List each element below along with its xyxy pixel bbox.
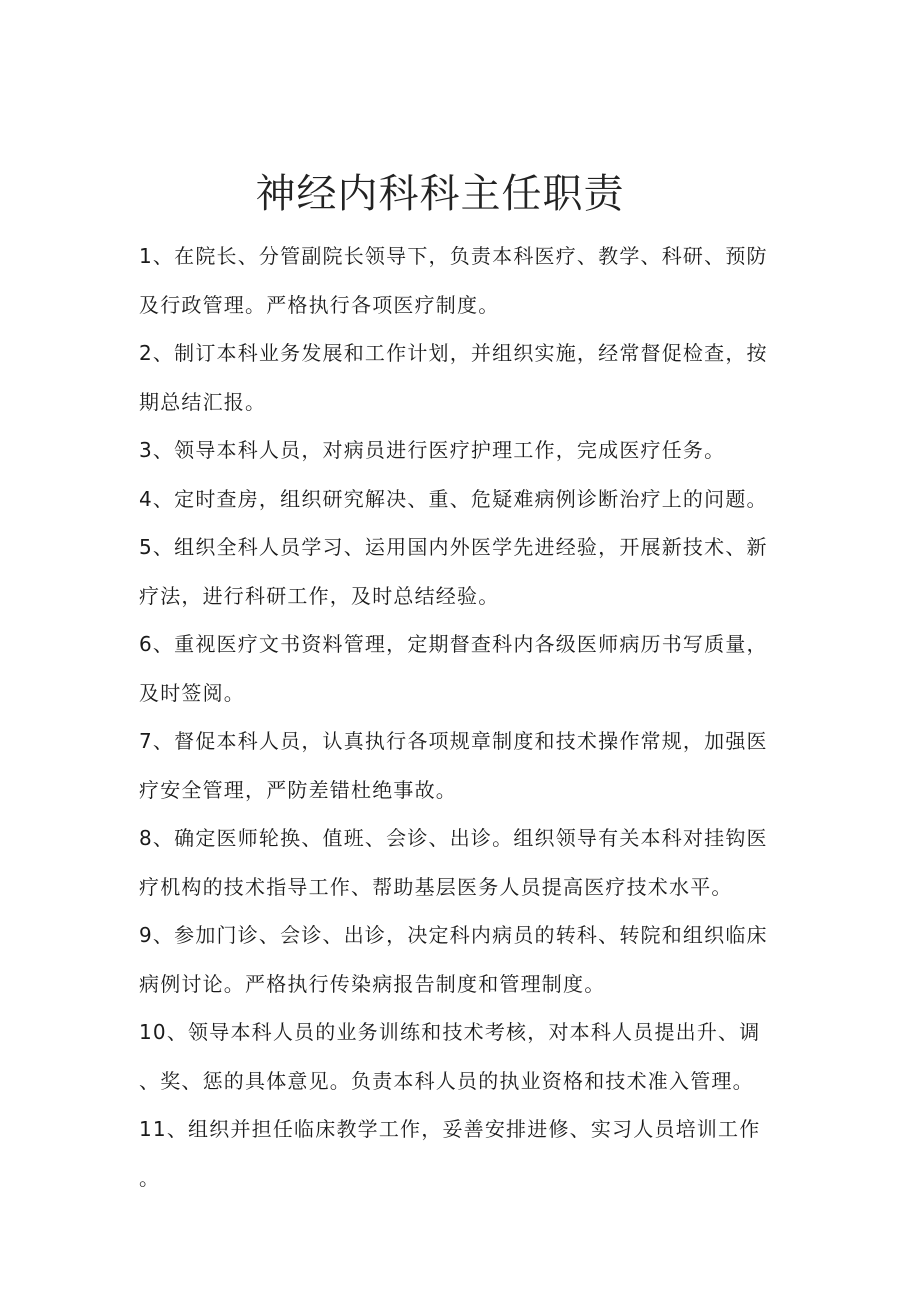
duty-item-10: 10、领导本科人员的业务训练和技术考核，对本科人员提出升、调 、奖、惩的具体意见。负责本科人员的执业资格和技术准入管理。: [139, 1020, 761, 1093]
duty-item-4: 4、定时查房，组织研究解决、重、危疑难病例诊断治疗上的问题。: [139, 486, 768, 511]
duty-item-1: 1、在院长、分管副院长领导下，负责本科医疗、教学、科研、预防 及行政管理。严格执行各项医疗制度。: [139, 244, 768, 317]
duty-item-8: 8、确定医师轮换、值班、会诊、出诊。组织领导有关本科对挂钩医 疗机构的技术指导工作、帮助基层医务人员提高医疗技术水平。: [139, 826, 768, 899]
duty-item-6: 6、重视医疗文书资料管理，定期督查科内各级医师病历书写质量， 及时签阅。: [139, 632, 768, 705]
duty-item-3: 3、领导本科人员，对病员进行医疗护理工作，完成医疗任务。: [139, 438, 726, 462]
document-title: 神经内科科主任职责: [255, 171, 625, 217]
duty-item-11: 11、组织并担任临床教学工作，妥善安排进修、实习人员培训工作 。: [139, 1117, 761, 1190]
duty-item-9: 9、参加门诊、会诊、出诊，决定科内病员的转科、转院和组织临床 病例讨论。严格执行传染病报告制度和管理制度。: [139, 923, 768, 996]
duty-item-5: 5、组织全科人员学习、运用国内外医学先进经验，开展新技术、新 疗法，进行科研工作，及时总结经验。: [139, 535, 768, 608]
duty-list: [139, 232, 789, 1202]
duty-item-7: 7、督促本科人员，认真执行各项规章制度和技术操作常规，加强医 疗安全管理，严防差错杜绝事故。: [139, 729, 768, 802]
duty-item-2: 2、制订本科业务发展和工作计划，并组织实施，经常督促检查，按 期总结汇报。: [139, 341, 768, 414]
